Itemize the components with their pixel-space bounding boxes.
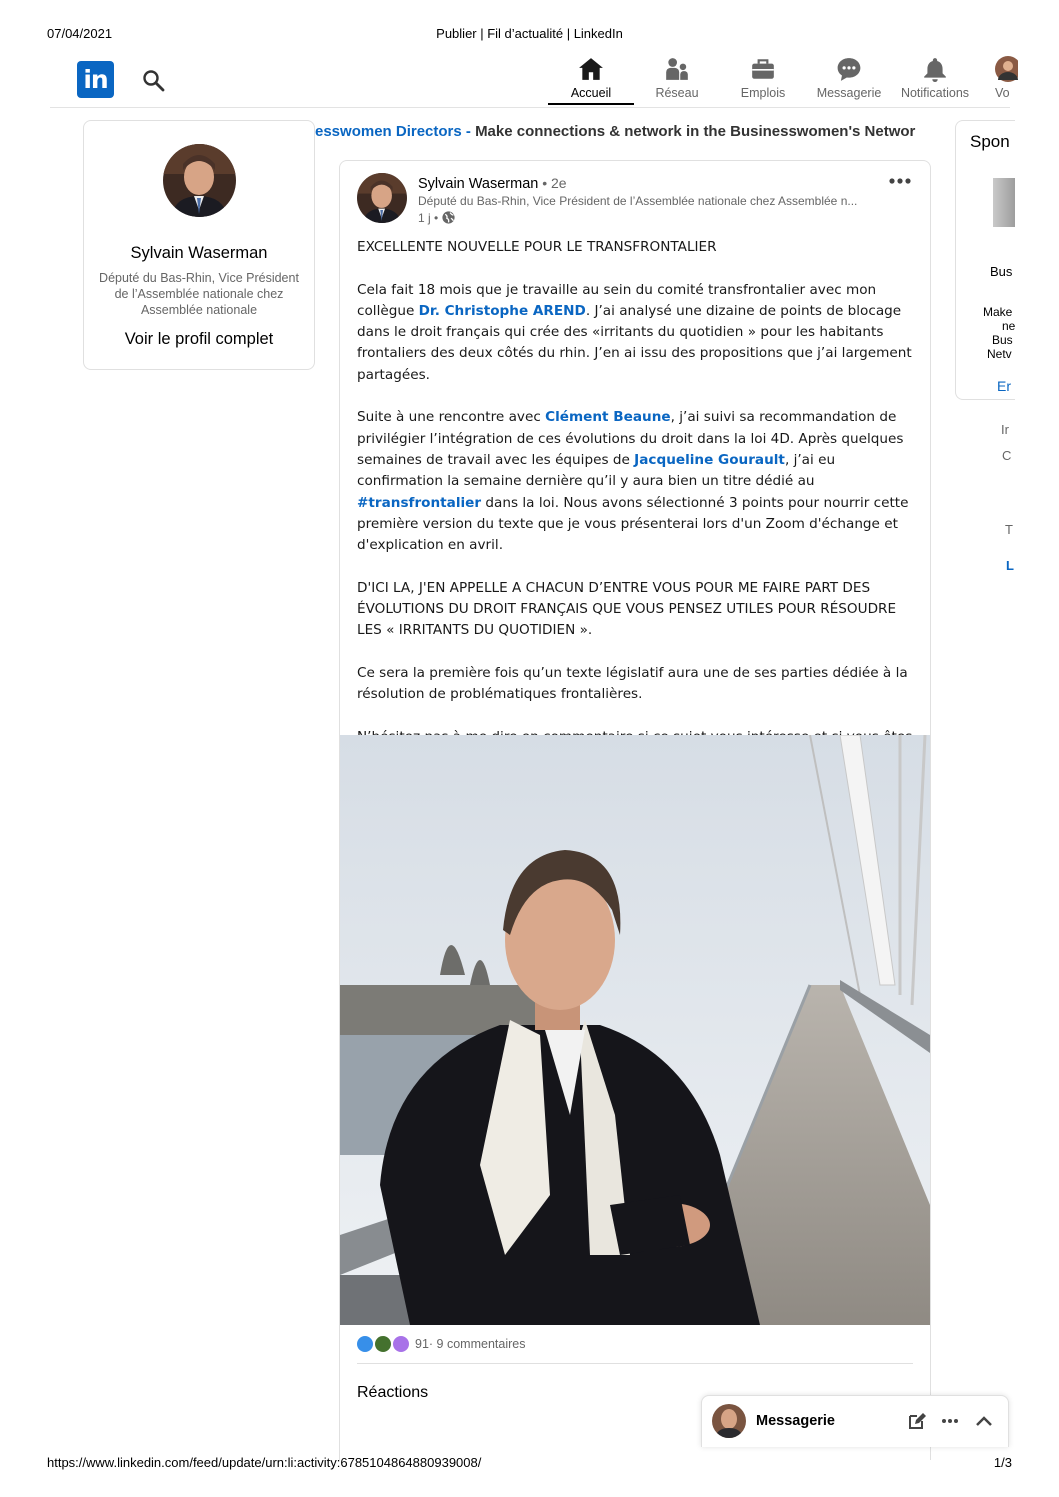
footer-link[interactable]: T — [1005, 522, 1013, 537]
post-image[interactable] — [340, 735, 930, 1325]
bell-icon — [922, 56, 948, 82]
nav-label-jobs: Emplois — [740, 86, 786, 100]
sponsored-card — [955, 120, 1015, 400]
nav-label-network: Réseau — [655, 86, 699, 100]
jobs-icon — [750, 56, 776, 82]
post-text-span: , j’ai eu confirmation la semaine dernière qu’il y aura bien un titre dédié au — [357, 451, 836, 490]
post-text-span: , j’ai suivi sa recommandation de privilégier l’intégration de ces évolutions du droit dans la loi 4D. Après quelques semaines de travail avec les équipes de — [357, 409, 904, 468]
globe-icon — [442, 211, 455, 224]
nav-item-jobs[interactable] — [720, 56, 806, 100]
view-full-profile-link[interactable]: Voir le profil complet — [124, 330, 274, 348]
nav-item-network[interactable] — [634, 56, 720, 100]
post-paragraph: Ce sera la première fois qu’un texte législatif aura une de ses parties dédiée à la résolution de problématiques frontalières. — [357, 664, 908, 703]
sponsored-text-line: Netv — [987, 347, 1012, 361]
nav-item-messaging[interactable] — [806, 56, 892, 100]
sponsored-text-line: Make — [983, 305, 1013, 319]
sponsored-cta-button[interactable]: Er — [997, 378, 1011, 394]
footer-link[interactable]: C — [1002, 448, 1012, 463]
post-text-span: dans la loi. Nous avons sélectionné 3 points pour nourrir cette première version du texte que je vous présenterai lors d'un Zoom d'échange et d'explication en avril. — [357, 494, 909, 554]
nav-item-home[interactable] — [548, 56, 634, 100]
sponsored-company[interactable]: Bus — [990, 264, 1013, 279]
post-text-span: Cela fait 18 mois que je travaille au sein du comité transfrontalier avec mon collègue — [357, 281, 877, 319]
nav-label-messaging: Messagerie — [816, 86, 882, 100]
post-author-label: Sylvain Waserman — [418, 176, 539, 192]
post-text-span: . J’ai analysé une dizaine de points de blocage dans le droit français qui crée des «irritants du quotidien » pour les habitants frontaliers des deux côtés du rhin. J’en ai issu des propositions que j’ai largement partagées. — [357, 302, 912, 383]
avatar-icon — [995, 56, 1018, 82]
post-paragraph: D'ICI LA, J'EN APPELLE A CHACUN D’ENTRE VOUS POUR ME FAIRE PART DES ÉVOLUTIONS DU DROIT FRANÇAIS QUE VOUS PENSEZ UTILES POUR RÉSOUDRE LES « IRRITANTS DU QUOTIDIEN ». — [357, 579, 897, 639]
mention-link[interactable]: Jacqueline Gourault — [634, 451, 785, 468]
post-body — [357, 237, 917, 791]
post-text-span: Suite à une rencontre avec — [357, 409, 546, 426]
home-icon — [578, 56, 604, 82]
sponsored-text-line: Bus — [992, 333, 1013, 347]
curious-reaction-icon — [393, 1336, 409, 1352]
footer-link[interactable]: Ir — [1001, 422, 1009, 437]
post-timestamp — [418, 211, 455, 225]
footer-logo-fragment: L — [1006, 558, 1014, 573]
profile-headline: Député du Bas-Rhin, Vice Président de l’Assemblée nationale chez Assemblée nationale — [99, 271, 299, 317]
top-navigation — [50, 52, 1010, 108]
sponsored-text-line: ne — [1002, 319, 1015, 333]
feed-post — [339, 160, 931, 1460]
post-paragraph: EXCELLENTE NOUVELLE POUR LE TRANSFRONTALIER — [357, 239, 717, 255]
ad-banner-link[interactable]: esswomen Directors - — [315, 123, 476, 140]
print-url: https://www.linkedin.com/feed/update/urn:li:activity:6785104864880939008/ — [47, 1455, 482, 1470]
mention-link[interactable]: Clément Beaune — [545, 409, 671, 426]
print-date: 07/04/2021 — [47, 26, 113, 41]
messaging-label: Messagerie — [756, 1413, 835, 1429]
ad-banner-text: Make connections & network in the Businesswomen's Networ — [475, 123, 916, 140]
messaging-icon — [836, 56, 862, 82]
ad-banner[interactable] — [315, 123, 955, 143]
nav-item-notifications[interactable] — [892, 56, 978, 100]
messaging-widget[interactable] — [701, 1395, 1009, 1447]
profile-avatar[interactable] — [163, 144, 236, 217]
reactions-heading: Réactions — [357, 1384, 429, 1401]
profile-name[interactable]: Sylvain Waserman — [130, 244, 268, 262]
post-paragraph — [357, 407, 917, 556]
network-icon — [664, 56, 690, 82]
profile-card — [83, 120, 315, 370]
post-time-label: 1 j • — [418, 211, 442, 225]
linkedin-logo[interactable]: in — [77, 61, 114, 98]
mention-link[interactable]: Dr. Christophe AREND — [418, 302, 586, 319]
post-paragraph — [357, 280, 917, 386]
divider — [357, 1363, 913, 1364]
more-options-icon[interactable] — [940, 1411, 960, 1431]
post-author-name[interactable] — [418, 175, 567, 192]
sponsored-logo[interactable] — [993, 178, 1015, 227]
nav-label-notifications: Notifications — [900, 86, 970, 100]
nav-label-me: Vo — [995, 86, 1010, 100]
sponsored-title: Spon — [970, 132, 1010, 151]
post-author-avatar[interactable] — [357, 173, 407, 223]
like-reaction-icon — [357, 1336, 373, 1352]
nav-label-home: Accueil — [570, 86, 612, 100]
print-page-number: 1/3 — [993, 1455, 1012, 1470]
reaction-count[interactable]: 91 — [415, 1337, 429, 1351]
print-title: Publier | Fil d’actualité | LinkedIn — [436, 26, 623, 41]
compose-icon[interactable] — [907, 1411, 927, 1431]
search-icon[interactable] — [142, 69, 166, 93]
nav-item-me[interactable] — [978, 56, 1018, 100]
messaging-avatar — [712, 1404, 746, 1438]
celebrate-reaction-icon — [375, 1336, 391, 1352]
connection-degree: • 2e — [538, 175, 567, 191]
more-options-icon[interactable] — [888, 175, 912, 187]
social-counts[interactable] — [357, 1336, 525, 1352]
post-author-headline: Député du Bas-Rhin, Vice Président de l’Assemblée nationale chez Assemblée n... — [418, 194, 858, 208]
hashtag-link[interactable]: #transfrontalier — [357, 494, 482, 511]
chevron-up-icon[interactable] — [974, 1411, 994, 1431]
comment-count[interactable]: · 9 commentaires — [428, 1337, 526, 1351]
